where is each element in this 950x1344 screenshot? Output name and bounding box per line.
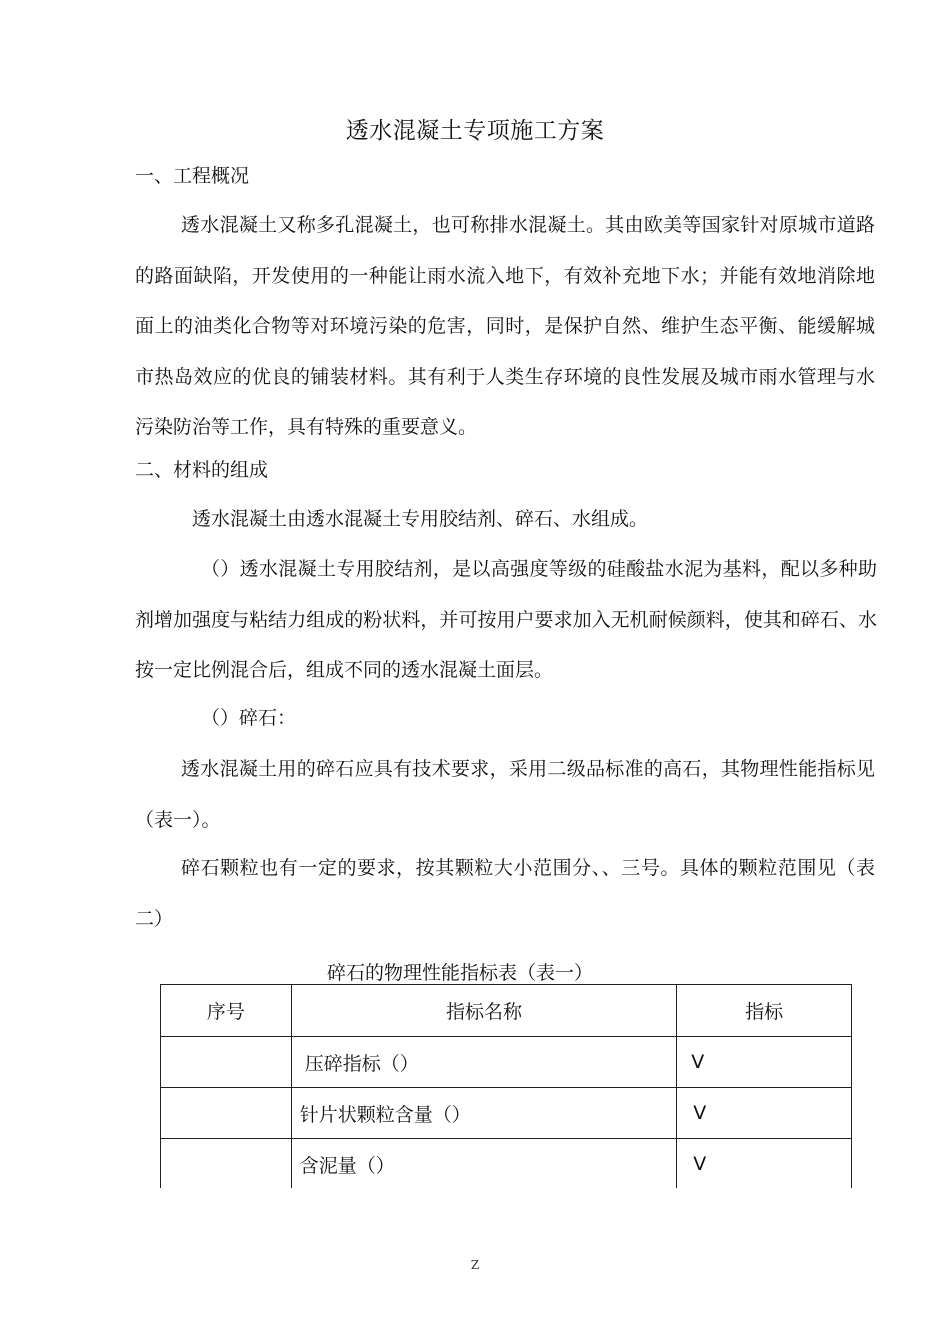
row-name: 压碎指标（） <box>291 1037 676 1088</box>
gravel-size-paragraph: 碎石颗粒也有一定的要求，按其颗粒大小范围分、、三号。具体的颗粒范围见（表二） <box>135 857 875 930</box>
table-header-row <box>161 985 852 1037</box>
gravel-spec-paragraph: 透水混凝土用的碎石应具有技术要求，采用二级品标准的高石，其物理性能指标见（表一）。 <box>135 758 875 831</box>
gravel-properties-table <box>160 984 852 1190</box>
binder-paragraph: （）透水混凝土专用胶结剂，是以高强度等级的硅酸盐水泥为基料，配以多种助剂增加强度与粘结力组成的粉状料，并可按用户要求加入无机耐候颜料，使其和碎石、水按一定比例混合后，组成不同的透水混凝土面层。 <box>135 558 877 681</box>
row-value: V <box>677 1088 852 1139</box>
document-title: 透水混凝土专项施工方案 <box>345 118 605 144</box>
row-name: 含泥量（） <box>291 1139 676 1190</box>
header-value: 指标 <box>677 985 852 1037</box>
row-value: V <box>677 1037 852 1088</box>
row-value: V <box>677 1139 852 1190</box>
gravel-item-label: （）碎石： <box>201 707 297 729</box>
table-row <box>161 1139 852 1190</box>
table1-caption: 碎石的物理性能指标表（表一） <box>326 962 593 984</box>
row-no <box>161 1037 292 1088</box>
row-no <box>161 1139 292 1190</box>
section-heading-materials: 二、材料的组成 <box>135 459 269 481</box>
materials-intro-paragraph: 透水混凝土由透水混凝土专用胶结剂、碎石、水组成。 <box>192 508 649 530</box>
table-row <box>161 1037 852 1088</box>
row-no <box>161 1088 292 1139</box>
header-no: 序号 <box>161 985 292 1037</box>
page-footer-mark: Z <box>470 1258 480 1272</box>
section-heading-overview: 一、工程概况 <box>135 165 250 187</box>
row-name: 针片状颗粒含量（） <box>291 1088 676 1139</box>
header-name: 指标名称 <box>291 985 676 1037</box>
page-break-mask <box>150 1188 870 1208</box>
table-row <box>161 1088 852 1139</box>
overview-paragraph: 透水混凝土又称多孔混凝土，也可称排水混凝土。其由欧美等国家针对原城市道路的路面缺陷，开发使用的一种能让雨水流入地下，有效补充地下水；并能有效地消除地面上的油类化合物等对环境污染的危害，同时，是保护自然、维护生态平衡、能缓解城市热岛效应的优良的铺装材料。其有利于人类生存环境的良性发展及城市雨水管理与水污染防治等工作，具有特殊的重要意义。 <box>135 214 875 438</box>
